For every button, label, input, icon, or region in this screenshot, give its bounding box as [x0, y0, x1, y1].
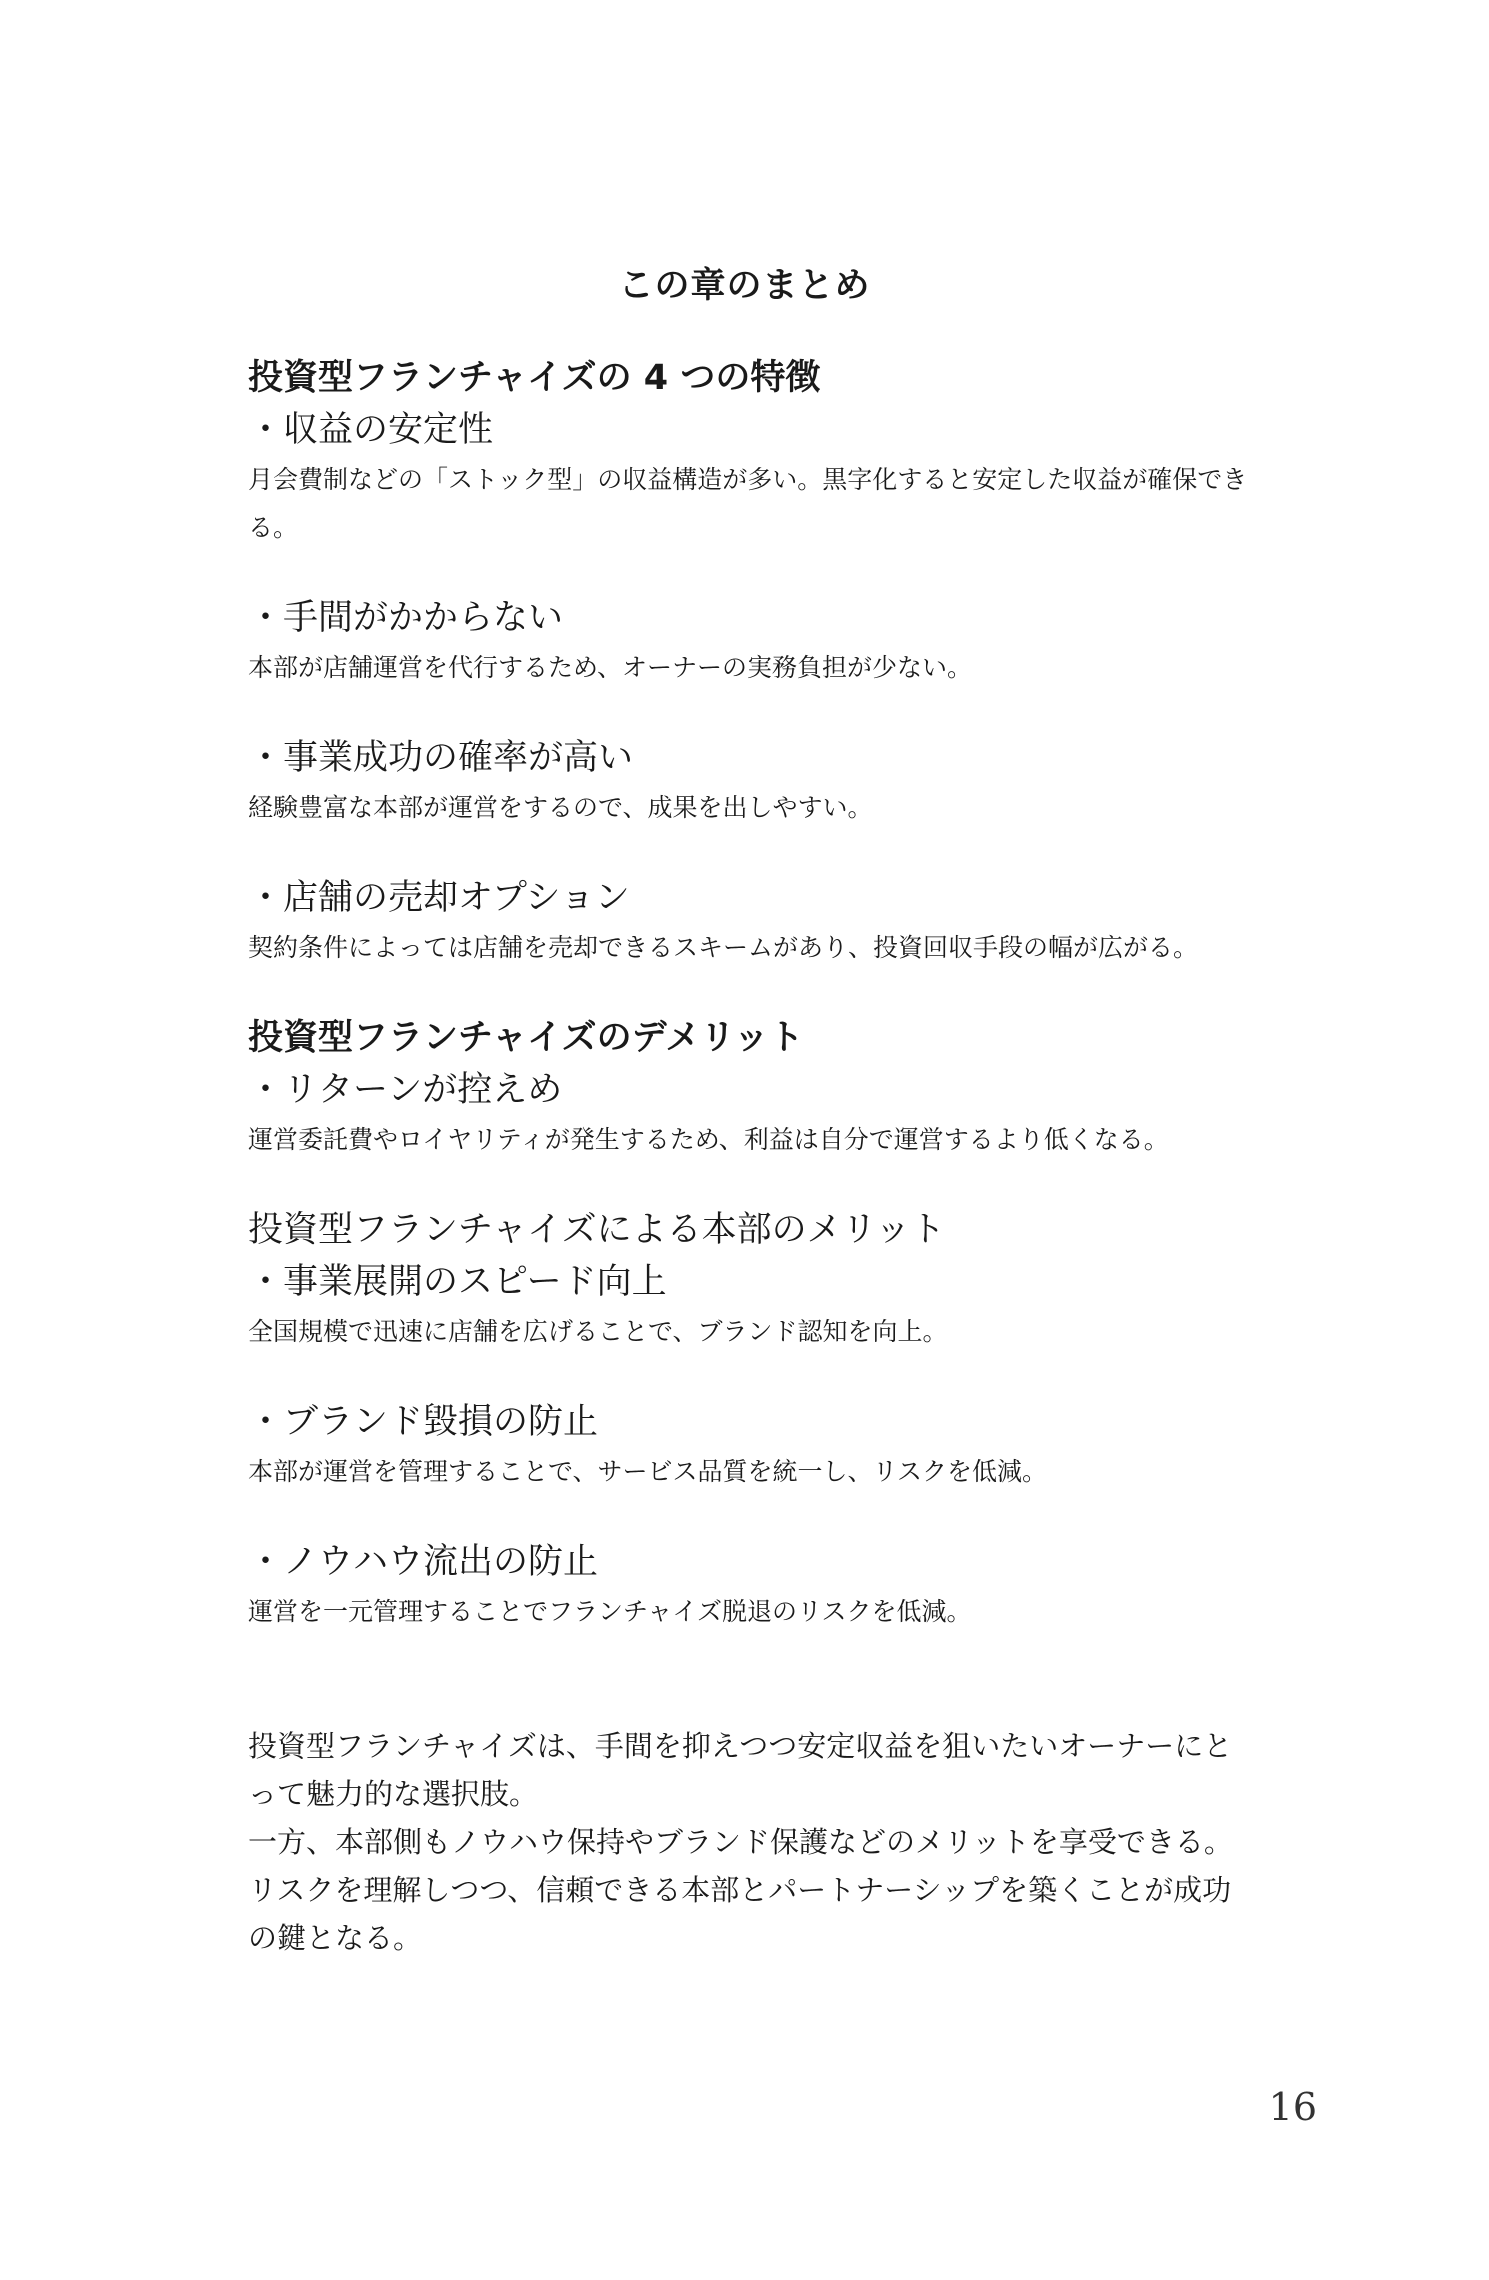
item-heading: ・手間がかからない	[248, 598, 564, 638]
conclusion-line: 一方、本部側もノウハウ保持やブランド保護などのメリットを享受できる。	[248, 1825, 1233, 1859]
item-body: 月会費制などの「ストック型」の収益構造が多い。黒字化すると安定した収益が確保できる。	[248, 465, 1248, 542]
section-heading: 投資型フランチャイズの 4 つの特徴	[248, 358, 821, 398]
feature-item-low-effort	[248, 592, 1258, 692]
item-heading: ・ノウハウ流出の防止	[248, 1542, 599, 1582]
item-body: 契約条件によっては店舗を売却できるスキームがあり、投資回収手段の幅が広がる。	[248, 933, 1199, 962]
chapter-summary	[248, 352, 1258, 1636]
item-body: 本部が運営を管理することで、サービス品質を統一し、リスクを低減。	[248, 1457, 1048, 1486]
conclusion-line: 投資型フランチャイズは、手間を抑えつつ安定収益を狙いたいオーナーにとって魅力的な選択肢。	[248, 1729, 1233, 1811]
feature-item-stability	[248, 404, 1258, 552]
conclusion-paragraph	[248, 1722, 1258, 1962]
item-heading: ・店舗の売却オプション	[248, 878, 630, 918]
item-body: 運営委託費やロイヤリティが発生するため、利益は自分で運営するより低くなる。	[248, 1125, 1169, 1154]
item-body: 全国規模で迅速に店舗を広げることで、ブランド認知を向上。	[248, 1317, 948, 1346]
item-body: 本部が店舗運営を代行するため、オーナーの実務負担が少ない。	[248, 653, 973, 682]
conclusion-line: リスクを理解しつつ、信頼できる本部とパートナーシップを築くことが成功の鍵となる。	[248, 1873, 1232, 1955]
page-number: 16	[1268, 2085, 1317, 2129]
item-heading: ・リターンが控えめ	[248, 1070, 563, 1110]
demerit-item-returns	[248, 1064, 1258, 1164]
merit-item-brand-protection	[248, 1396, 1258, 1496]
merit-item-speed	[248, 1256, 1258, 1356]
item-heading: ・ブランド毀損の防止	[248, 1402, 599, 1442]
section-demerits	[248, 1012, 1258, 1164]
feature-item-sale-option	[248, 872, 1258, 972]
section-heading: 投資型フランチャイズのデメリット	[248, 1018, 804, 1058]
section-heading: 投資型フランチャイズによる本部のメリット	[248, 1210, 946, 1250]
feature-item-success-rate	[248, 732, 1258, 832]
section-hq-merits	[248, 1204, 1258, 1636]
item-body: 運営を一元管理することでフランチャイズ脱退のリスクを低減。	[248, 1597, 972, 1626]
item-heading: ・収益の安定性	[248, 410, 494, 450]
section-features	[248, 352, 1258, 972]
merit-item-knowhow	[248, 1536, 1258, 1636]
page-title: この章のまとめ	[618, 266, 871, 306]
item-heading: ・事業成功の確率が高い	[248, 738, 634, 778]
item-body: 経験豊富な本部が運営をするので、成果を出しやすい。	[248, 793, 873, 822]
item-heading: ・事業展開のスピード向上	[248, 1262, 667, 1302]
